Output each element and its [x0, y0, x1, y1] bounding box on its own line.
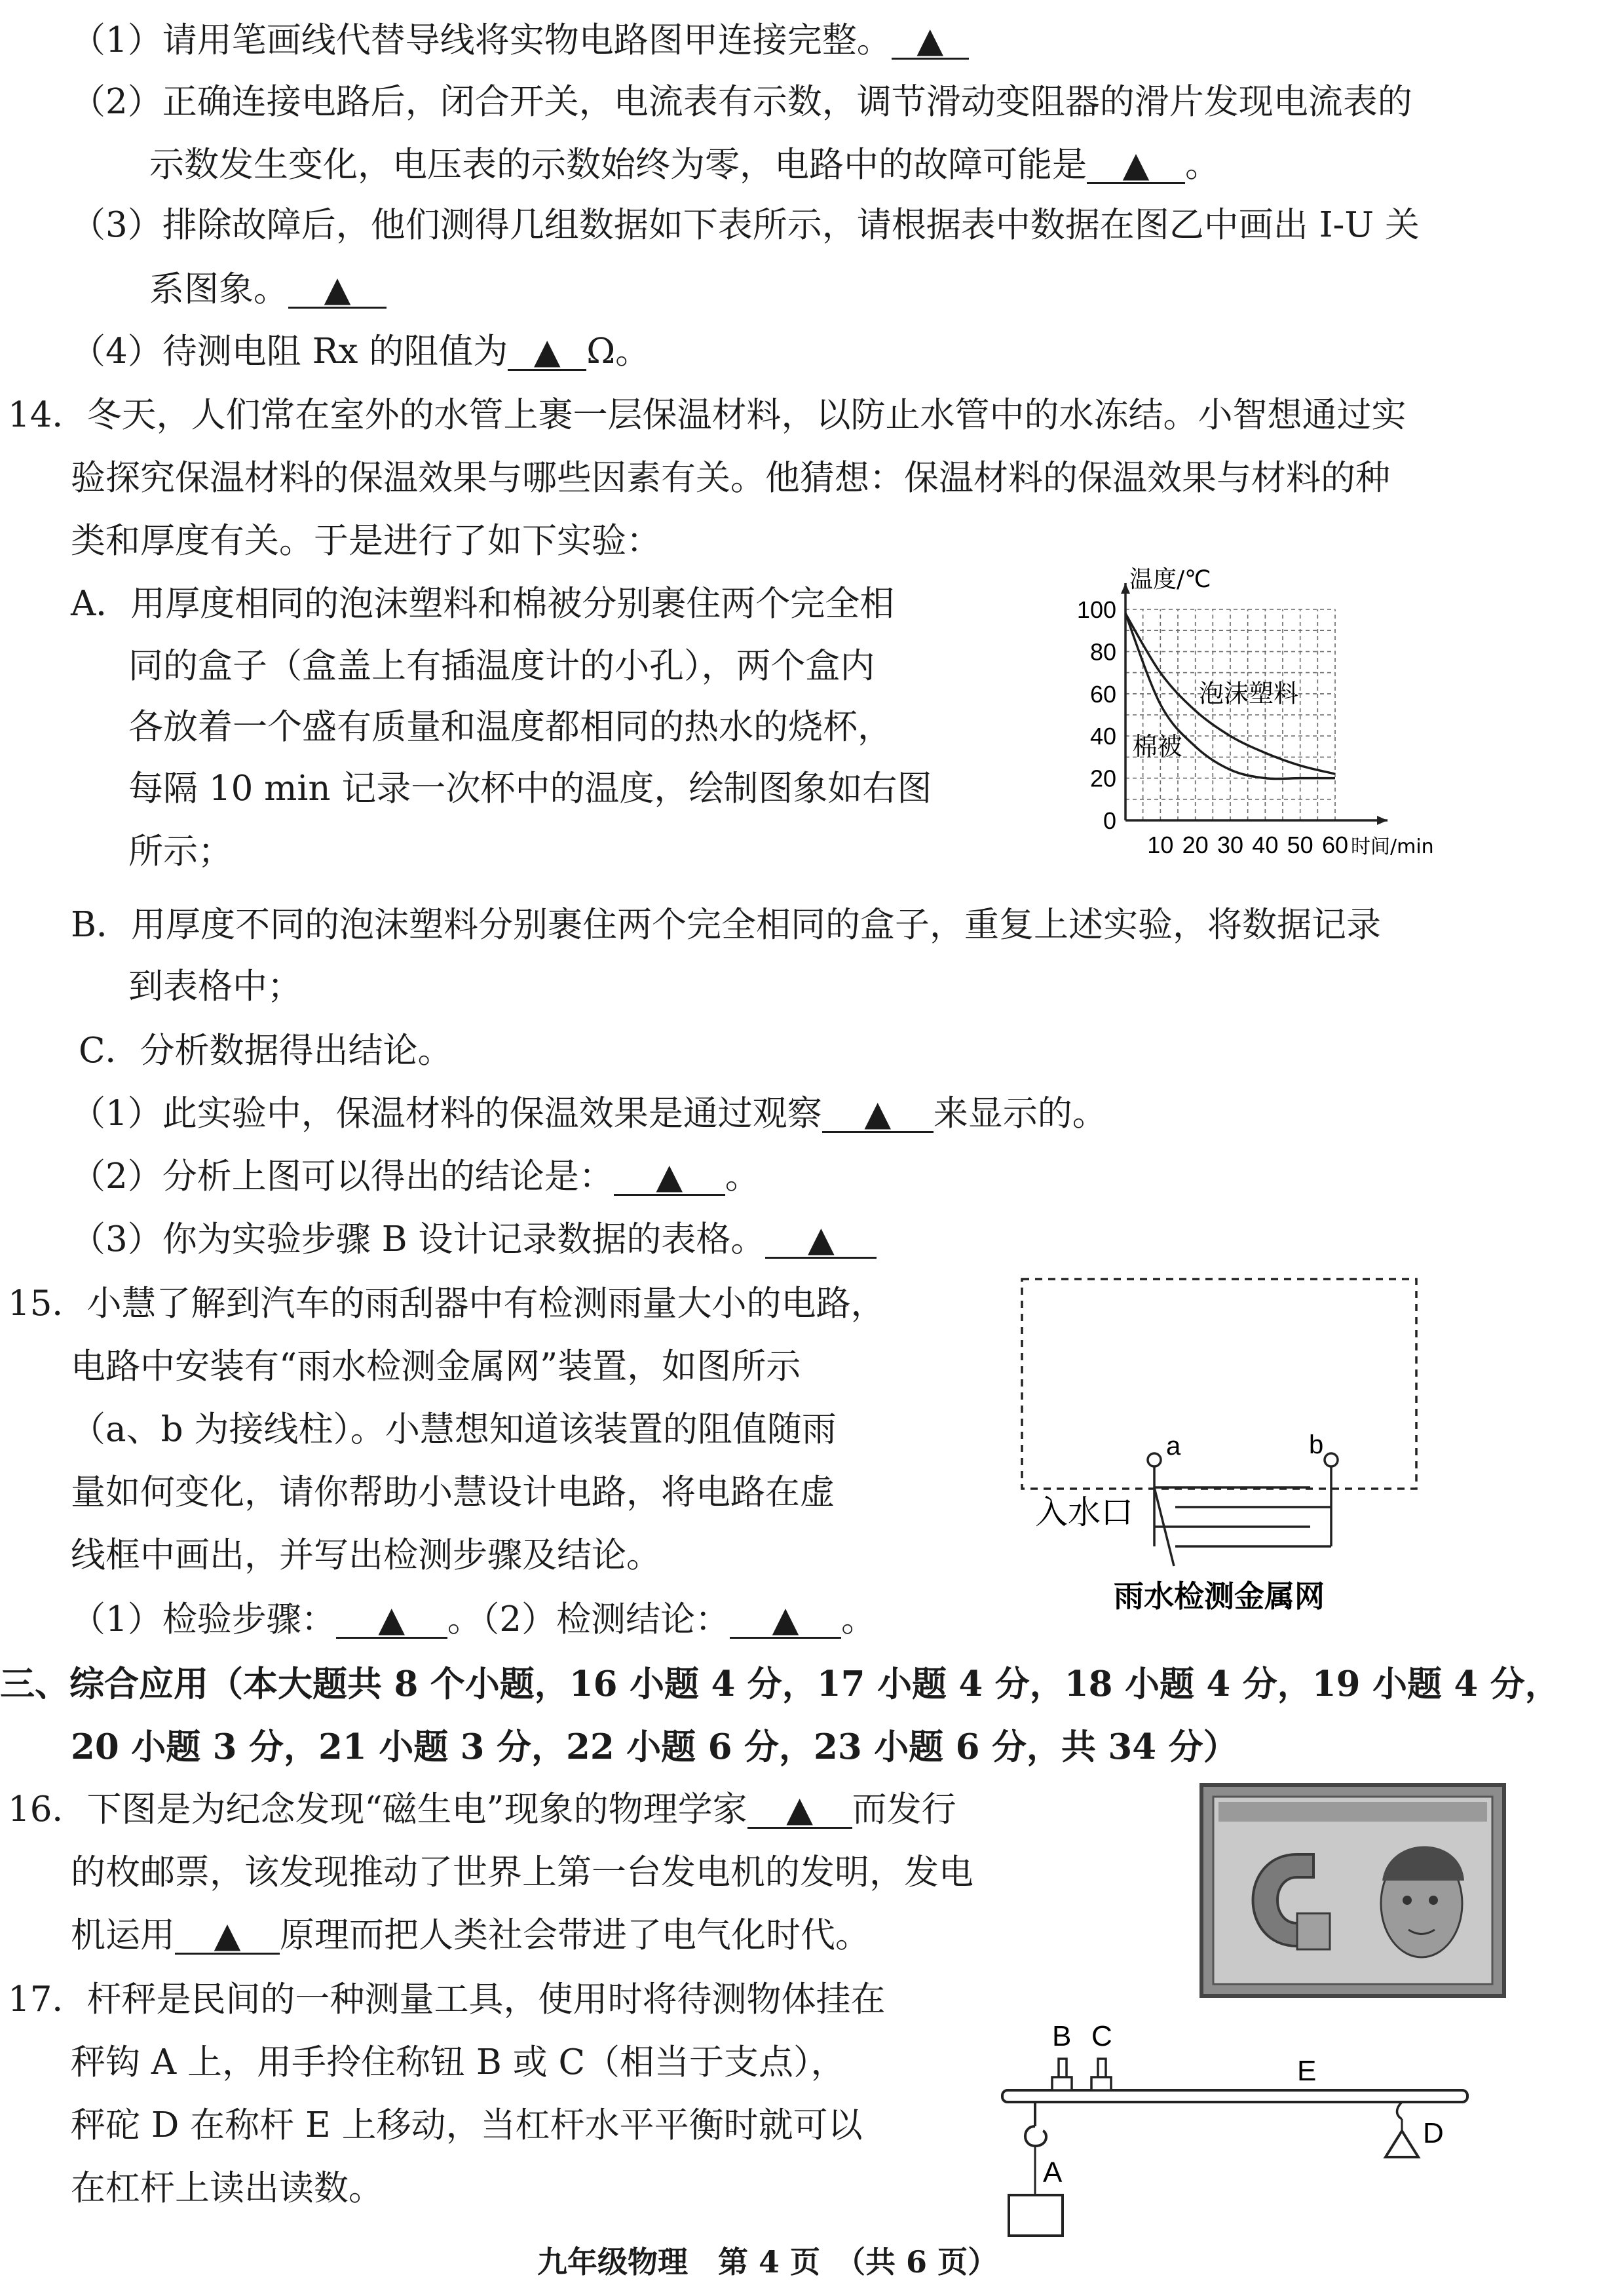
- q14-step-a-line1: A．用厚度相同的泡沫塑料和棉被分别裹住两个完全相: [71, 584, 895, 624]
- q14-stem-line3: 类和厚度有关。于是进行了如下实验：: [71, 521, 661, 561]
- y-tick-label: 40: [1089, 723, 1116, 750]
- answer-blank[interactable]: ▲: [730, 1603, 841, 1639]
- q13-part1: （1）请用笔画线代替导线将实物电路图甲连接完整。 ▲: [71, 20, 969, 62]
- q13-part2-line1: （2）正确连接电路后，闭合开关，电流表有示数，调节滑动变阻器的滑片发现电流表的: [71, 82, 1412, 122]
- q14-question3: （3）你为实验步骤 B 设计记录数据的表格。 ▲: [71, 1219, 877, 1261]
- q13-part4: （4）待测电阻 Rx 的阻值为 ▲ Ω。: [71, 332, 651, 372]
- y-tick-label: 100: [1076, 596, 1116, 623]
- label-b: b: [1309, 1430, 1324, 1459]
- q14-stem-line2: 验探究保温材料的保温效果与哪些因素有关。他猜想：保温材料的保温效果与材料的种: [71, 458, 1390, 498]
- q14-step-b-line1: B．用厚度不同的泡沫塑料分别裹住两个完全相同的盒子，重复上述实验，将数据记录: [71, 905, 1381, 945]
- q14-stem-line1: 14．冬天，人们常在室外的水管上裹一层保温材料，以防止水管中的水冻结。小智想通过实: [8, 395, 1407, 435]
- temperature-time-chart: [1048, 564, 1546, 871]
- x-tick-label: 20: [1182, 832, 1209, 858]
- label-C: C: [1091, 2020, 1112, 2052]
- q16-line1: 16．下图是为纪念发现“磁生电”现象的物理学家 ▲ 而发行: [8, 1789, 956, 1829]
- q14-step-a-line3: 各放着一个盛有质量和温度都相同的热水的烧杯，: [128, 707, 892, 747]
- inlet-label: 入水口: [1035, 1493, 1133, 1531]
- figure-caption: 雨水检测金属网: [1114, 1578, 1325, 1614]
- dashed-circuit-box: [1022, 1279, 1416, 1489]
- q14-step-a-line2: 同的盒子（盒盖上有插温度计的小孔），两个盒内: [128, 646, 875, 686]
- q13-part3-line1: （3）排除故障后，他们测得几组数据如下表所示，请根据表中数据在图乙中画出 I-U 关: [71, 205, 1420, 245]
- x-tick-label: 10: [1147, 832, 1174, 858]
- answer-blank[interactable]: ▲: [175, 1919, 280, 1955]
- q17-line3: 秤砣 D 在称杆 E 上移动，当杠杆水平平衡时就可以: [71, 2105, 863, 2145]
- steelyard-beam-E: [1002, 2090, 1467, 2102]
- q17-line2: 秤钩 A 上，用手拎住称钮 B 或 C（相当于支点），: [71, 2042, 846, 2082]
- object-A: [1009, 2195, 1063, 2236]
- series-label-foam: 泡沫塑料: [1199, 679, 1299, 708]
- terminal-b: [1325, 1453, 1338, 1466]
- answer-blank[interactable]: ▲: [508, 335, 586, 371]
- x-axis-arrow: [1377, 816, 1388, 825]
- q15-stem-line5: 线框中画出，并写出检测步骤及结论。: [71, 1535, 661, 1575]
- rain-detection-net-figure: [1002, 1265, 1448, 1632]
- q15-stem-line1: 15．小慧了解到汽车的雨刮器中有检测雨量大小的电路，: [8, 1284, 886, 1324]
- label-D: D: [1423, 2117, 1444, 2149]
- q14-step-b-line2: 到表格中；: [128, 966, 302, 1006]
- faraday-stamp-image: [1199, 1782, 1507, 1999]
- x-tick-label: 50: [1287, 832, 1313, 858]
- section3-heading-line1: 三、综合应用（本大题共 8 个小题，16 小题 4 分，17 小题 4 分，18 小题 4 分，19 小题 4 分，: [0, 1664, 1560, 1704]
- answer-blank[interactable]: ▲: [765, 1223, 877, 1259]
- x-tick-label: 60: [1321, 832, 1349, 858]
- q15-stem-line3: （a、b 为接线柱）。小慧想知道该装置的阻值随雨: [71, 1409, 837, 1449]
- q15-stem-line4: 量如何变化，请你帮助小慧设计电路，将电路在虚: [71, 1472, 835, 1512]
- answer-blank[interactable]: ▲: [614, 1160, 725, 1196]
- answer-blank[interactable]: ▲: [747, 1793, 852, 1829]
- label-B: B: [1052, 2020, 1072, 2052]
- x-axis-label: 时间/min: [1351, 835, 1434, 858]
- series-label-quilt: 棉被: [1132, 732, 1182, 761]
- steelyard-figure: [983, 1985, 1494, 2241]
- q15-questions: （1）检验步骤： ▲ 。（2）检测结论： ▲ 。: [71, 1599, 876, 1639]
- terminal-a: [1148, 1453, 1161, 1466]
- answer-blank[interactable]: ▲: [1087, 148, 1185, 184]
- answer-blank[interactable]: ▲: [822, 1097, 934, 1133]
- y-tick-label: 80: [1089, 638, 1116, 666]
- x-tick-label: 30: [1217, 832, 1244, 858]
- y-tick-label: 20: [1089, 765, 1116, 792]
- q16-line3: 机运用 ▲ 原理而把人类社会带进了电气化时代。: [71, 1915, 870, 1955]
- metal-net: [1154, 1466, 1331, 1566]
- section3-heading-line2: 20 小题 3 分，21 小题 3 分，22 小题 6 分，23 小题 6 分，共 34 分）: [71, 1727, 1238, 1767]
- y-tick-label: 0: [1103, 807, 1116, 834]
- q16-line2: 的枚邮票，该发现推动了世界上第一台发电机的发明，发电: [71, 1852, 973, 1892]
- x-tick-label: 40: [1252, 832, 1279, 858]
- q14-step-c: C．分析数据得出结论。: [79, 1031, 453, 1071]
- q15-stem-line2: 电路中安装有“雨水检测金属网”装置，如图所示: [71, 1347, 801, 1387]
- answer-blank[interactable]: ▲: [336, 1603, 447, 1639]
- label-A: A: [1043, 2156, 1063, 2189]
- q14-step-a-line4: 每隔 10 min 记录一次杯中的温度，绘制图象如右图: [128, 769, 932, 809]
- answer-blank[interactable]: ▲: [892, 24, 969, 60]
- hook-A: [1025, 2126, 1046, 2146]
- q17-line4: 在杠杆上读出读数。: [71, 2168, 383, 2208]
- q13-part3-line2: 系图象。 ▲: [149, 269, 387, 311]
- y-axis-label: 温度/℃: [1129, 566, 1211, 593]
- q14-step-a-line5: 所示；: [128, 832, 233, 871]
- q13-part2-line2: 示数发生变化，电压表的示数始终为零，电路中的故障可能是 ▲ 。: [149, 145, 1220, 185]
- label-a: a: [1166, 1432, 1181, 1461]
- y-tick-label: 60: [1089, 680, 1116, 708]
- page-footer: 九年级物理 第 4 页 （共 6 页）: [537, 2244, 998, 2280]
- weight-D: [1386, 2131, 1418, 2157]
- label-E: E: [1297, 2055, 1317, 2087]
- q14-question1: （1）此实验中，保温材料的保温效果是通过观察 ▲ 来显示的。: [71, 1094, 1107, 1134]
- q17-line1: 17．杆秤是民间的一种测量工具，使用时将待测物体挂在: [8, 1980, 886, 2019]
- answer-blank[interactable]: ▲: [288, 273, 387, 309]
- y-axis-arrow: [1121, 583, 1130, 594]
- q14-question2: （2）分析上图可以得出的结论是： ▲ 。: [71, 1157, 760, 1196]
